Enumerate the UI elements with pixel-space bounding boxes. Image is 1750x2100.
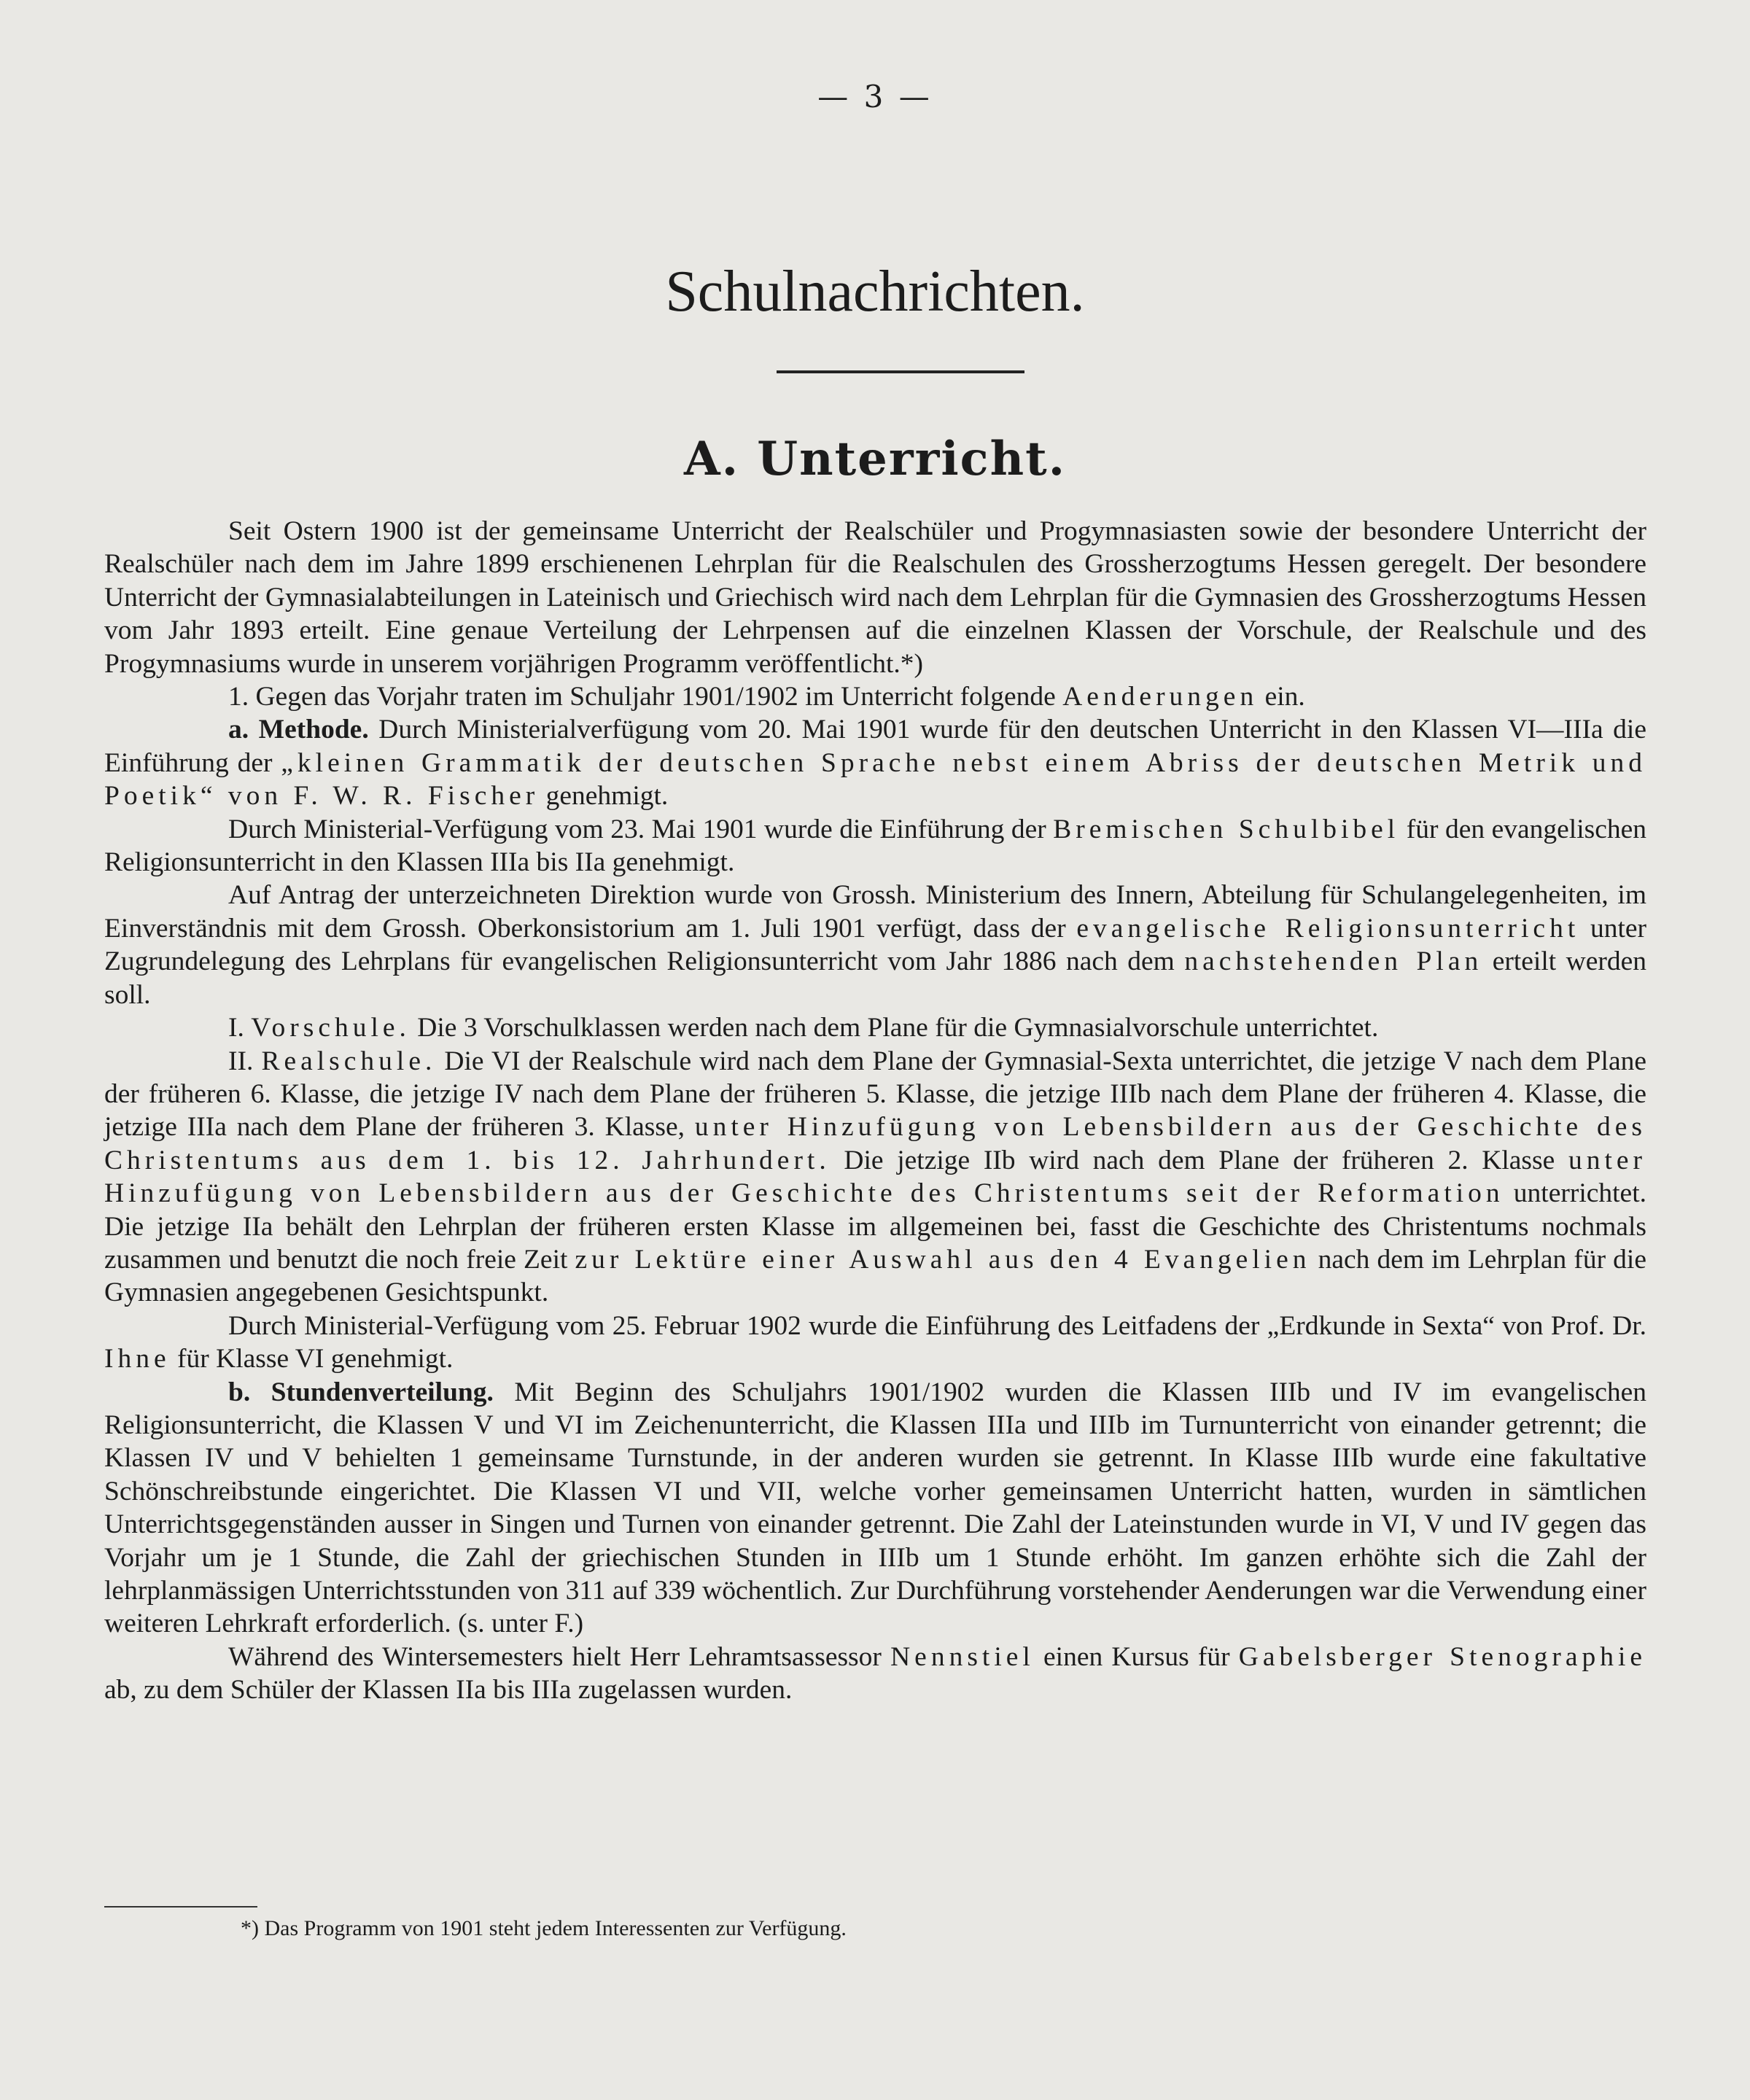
paragraph-realschule [104,1045,1646,1310]
text-run: unter Zugrundelegung des Lehrplans für evangelischen Religionsunterricht vom Jahr 1886 nach dem [104,913,1646,977]
paragraph-changes [104,680,1646,713]
title-rule [777,370,1024,373]
text-run: I. [228,1013,244,1043]
spaced-text: Realschule. [261,1046,437,1076]
text-run: Durch Ministerialverfügung vom 20. Mai 1901 wurde für den deutschen Unterricht in den Klassen VI—IIIa die Einführung der [104,715,1646,778]
text-run: Die 3 Vorschulklassen werden nach dem Plane für die Gymnasialvorschule unterrichtet. [417,1013,1379,1043]
text-run: Während des Wintersemesters hielt Herr Lehramtsassessor [228,1641,882,1672]
text-run: ab, zu dem Schüler der Klassen IIa bis IIIa zugelassen wurden. [104,1675,793,1706]
text-run: für Klasse VI genehmigt. [177,1344,454,1374]
subheading-stundenverteilung: b. Stundenverteilung. [228,1377,494,1407]
spaced-text: „kleinen Grammatik der deutschen Sprache nebst einem Abriss der deutschen Metrik und Poetik“ von F. W. R. Fischer [104,747,1647,812]
spaced-text: unter Hinzufügung von Lebensbildern aus der Geschichte des Christentums aus dem 1. bis 12. Jahrhundert. [104,1112,1647,1175]
text-run: 1. Gegen das Vorjahr traten im Schuljahr 1901/1902 im Unterricht folgende [228,682,1056,712]
footnote: *) Das Programm von 1901 steht jedem Interessenten zur Verfügung. [241,1916,847,1940]
paragraph-schulbibel [104,813,1646,879]
text-run: nach dem im Lehrplan für die Gymnasien angegebenen Gesichtspunkt. [104,1244,1646,1308]
spaced-text: evangelische Religionsunterricht [1076,913,1580,944]
text-run: Mit Beginn des Schuljahrs 1901/1902 wurden die Klassen IIIb und IV im evangelischen Religionsunterricht, die Klassen V und VI im Zeichenunterricht, die Klassen IIIa und IIIb im Turnunterricht von einander getrennt; die Klassen IV und V behielten 1 gemeinsame Turnstunde, in der anderen wurden sie getrennt. In Klasse IIIb wurde eine fakultative Schönschreibstunde eingerichtet. Die Klassen VI und VII, welche vorher gemeinsamen Unterricht hatten, wurden in sämtlichen Unterrichtsgegenständen ausser in Singen und Turnen von einander getrennt. Die Zahl der Lateinstunden wurde in VI, V und IV gegen das Vorjahr um je 1 Stunde, die Zahl der griechischen Stunden in IIIb um 1 Stunde erhöht. Im ganzen erhöhte sich die Zahl der lehrplanmässigen Unterrichtsstunden von 311 auf 339 wöchentlich. Zur Durchführung vorstehender Aenderungen war die Verwendung einer weiteren Lehrkraft erforderlich. (s. unter F.) [104,1377,1647,1639]
text-run: Durch Ministerial-Verfügung vom 25. Februar 1902 wurde die Einführung des Leitfadens der „Erdkunde in Sexta“ von Prof. Dr. [228,1310,1646,1341]
page-title: Schulnachrichten. [665,260,1085,324]
text-run: erteilt werden soll. [104,946,1647,1010]
spaced-text: Ihne [104,1344,171,1374]
paragraph-methode [104,713,1646,812]
body-text [104,515,1646,1707]
text-run: Die VI der Realschule wird nach dem Plane der Gymnasial-Sexta unterrichtet, die jetzige V nach dem Plane der früheren 6. Klasse, die jetzige IV nach dem Plane der früheren 5. Klasse, die jetzige IIIb nach dem Plane der früheren 4. Klasse, die jetzige IIIa nach dem Plane der früheren 3. Klasse, [104,1046,1646,1143]
spaced-text: Vorschule. [251,1013,411,1043]
text-run: Seit Ostern 1900 ist der gemeinsame Unterricht der Realschüler und Progymnasiasten sowie der besondere Unterricht der Realschüler nach dem im Jahre 1899 erschienenen Lehrplan für die Realschulen des Grossherzogtums Hessen geregelt. Der besondere Unterricht der Gymnasialabteilungen in Lateinisch und Griechisch wird nach dem Lehrplan für die Gymnasien des Grossherzogtums Hessen vom Jahr 1893 erteilt. Eine genaue Verteilung der Lehrpensen auf die einzelnen Klassen der Vorschule, der Realschule und des Progymnasiums wurde in unserem vorjährigen Programm veröffentlicht.*) [104,516,1646,679]
page-number: — 3 — [817,79,933,114]
text-run: II. [228,1046,254,1076]
text-run: genehmigt. [545,781,669,812]
paragraph-antrag [104,879,1646,1011]
spaced-text: Gabelsberger Stenographie [1238,1641,1647,1672]
text-run: einen Kursus für [1043,1641,1230,1672]
subheading-methode: a. Methode. [228,715,369,745]
paragraph-erdkunde [104,1310,1646,1376]
section-heading: A. Unterricht. [684,432,1066,486]
paragraph-stenographie [104,1641,1646,1707]
footnote-rule [104,1906,257,1908]
paragraph-stundenverteilung [104,1376,1646,1641]
spaced-text: Bremischen Schulbibel [1053,814,1400,844]
spaced-text: nachstehenden Plan [1184,946,1483,977]
text-run: für den evangelischen Religionsunterricht in den Klassen IIIa bis IIa genehmigt. [104,814,1646,878]
paragraph-intro [104,515,1646,680]
text-run: unterrichtet. Die jetzige IIa behält den Lehrplan der früheren ersten Klasse im allgemeinen bei, fasst die Geschichte des Christentums nochmals zusammen und benutzt die noch freie Zeit [104,1178,1646,1275]
text-run: ein. [1264,682,1305,712]
spaced-text: Aenderungen [1062,682,1259,712]
text-run: Durch Ministerial-Verfügung vom 23. Mai 1901 wurde die Einführung der [228,814,1046,844]
spaced-text: Nennstiel [890,1641,1035,1672]
paragraph-vorschule [104,1011,1646,1044]
text-run: Die jetzige IIb wird nach dem Plane der früheren 2. Klasse [844,1145,1555,1175]
spaced-text: zur Lektüre einer Auswahl aus den 4 Evangelien [575,1244,1311,1275]
text-run: Auf Antrag der unterzeichneten Direktion wurde von Grossh. Ministerium des Innern, Abteilung für Schulangelegenheiten, im Einverständnis mit dem Grossh. Oberkonsistorium am 1. Juli 1901 verfügt, dass der [104,880,1646,944]
spaced-text: unter Hinzufügung von Lebensbildern aus der Geschichte des Christentums seit der Reformation [104,1145,1647,1209]
